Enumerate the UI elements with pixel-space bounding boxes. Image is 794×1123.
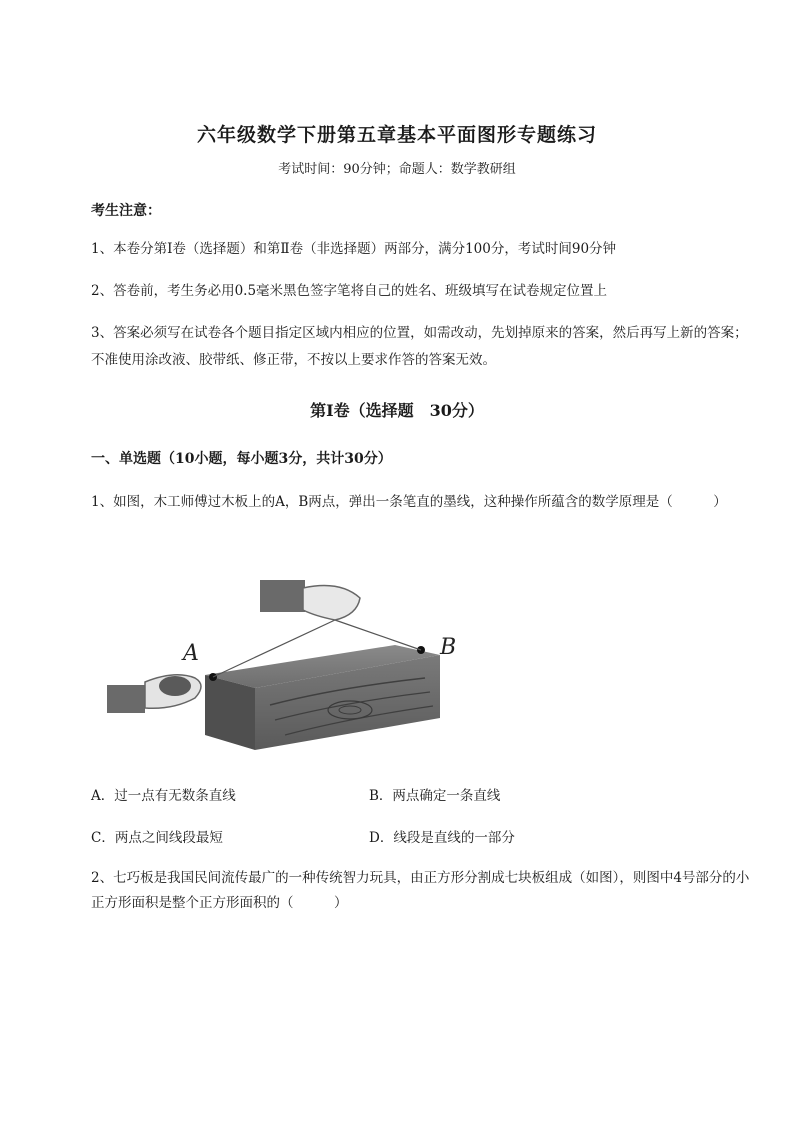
label-b: B: [440, 635, 457, 660]
notice-heading: 考生注意：: [91, 203, 161, 219]
ink-reel: [159, 676, 191, 696]
upper-hand: [303, 586, 360, 620]
option-c: C．两点之间线段最短: [91, 830, 223, 846]
sleeve-lower: [107, 685, 145, 713]
option-a: A．过一点有无数条直线: [91, 788, 236, 804]
notice-item: 2、答卷前，考生务必用0.5毫米黑色签字笔将自己的姓名、班级填写在试卷规定位置上: [91, 283, 608, 299]
board-side: [205, 675, 255, 750]
exam-info: 考试时间：90分钟；命题人：数学教研组: [278, 162, 516, 177]
notice-item: 3、答案必须写在试卷各个题目指定区域内相应的位置，如需改动，先划掉原来的答案，然后再写上新的答案；不准使用涂改液、胶带纸、修正带，不按以上要求作答的答案无效。: [91, 325, 748, 368]
page-title: 六年级数学下册第五章基本平面图形专题练习: [196, 124, 597, 146]
question-1: 1、如图，木工师傅过木板上的A，B两点，弹出一条笔直的墨线，这种操作所蕴含的数学原理是（ ）: [91, 494, 727, 510]
option-d: D．线段是直线的一部分: [369, 830, 515, 846]
part-heading: 第I卷（选择题 30分）: [310, 401, 484, 420]
carpenter-figure: [95, 570, 475, 760]
option-b: B．两点确定一条直线: [369, 788, 501, 804]
sleeve-upper: [260, 580, 305, 612]
section-heading: 一、单选题（10小题，每小题3分，共计30分）: [91, 451, 392, 467]
label-a: A: [183, 641, 199, 666]
notice-item: 1、本卷分第I卷（选择题）和第Ⅱ卷（非选择题）两部分，满分100分，考试时间90分钟: [91, 241, 617, 257]
question-2: 2、七巧板是我国民间流传最广的一种传统智力玩具，由正方形分割成七块板组成（如图），则图中4号部分的小正方形面积是整个正方形面积的（ ）: [91, 870, 750, 911]
